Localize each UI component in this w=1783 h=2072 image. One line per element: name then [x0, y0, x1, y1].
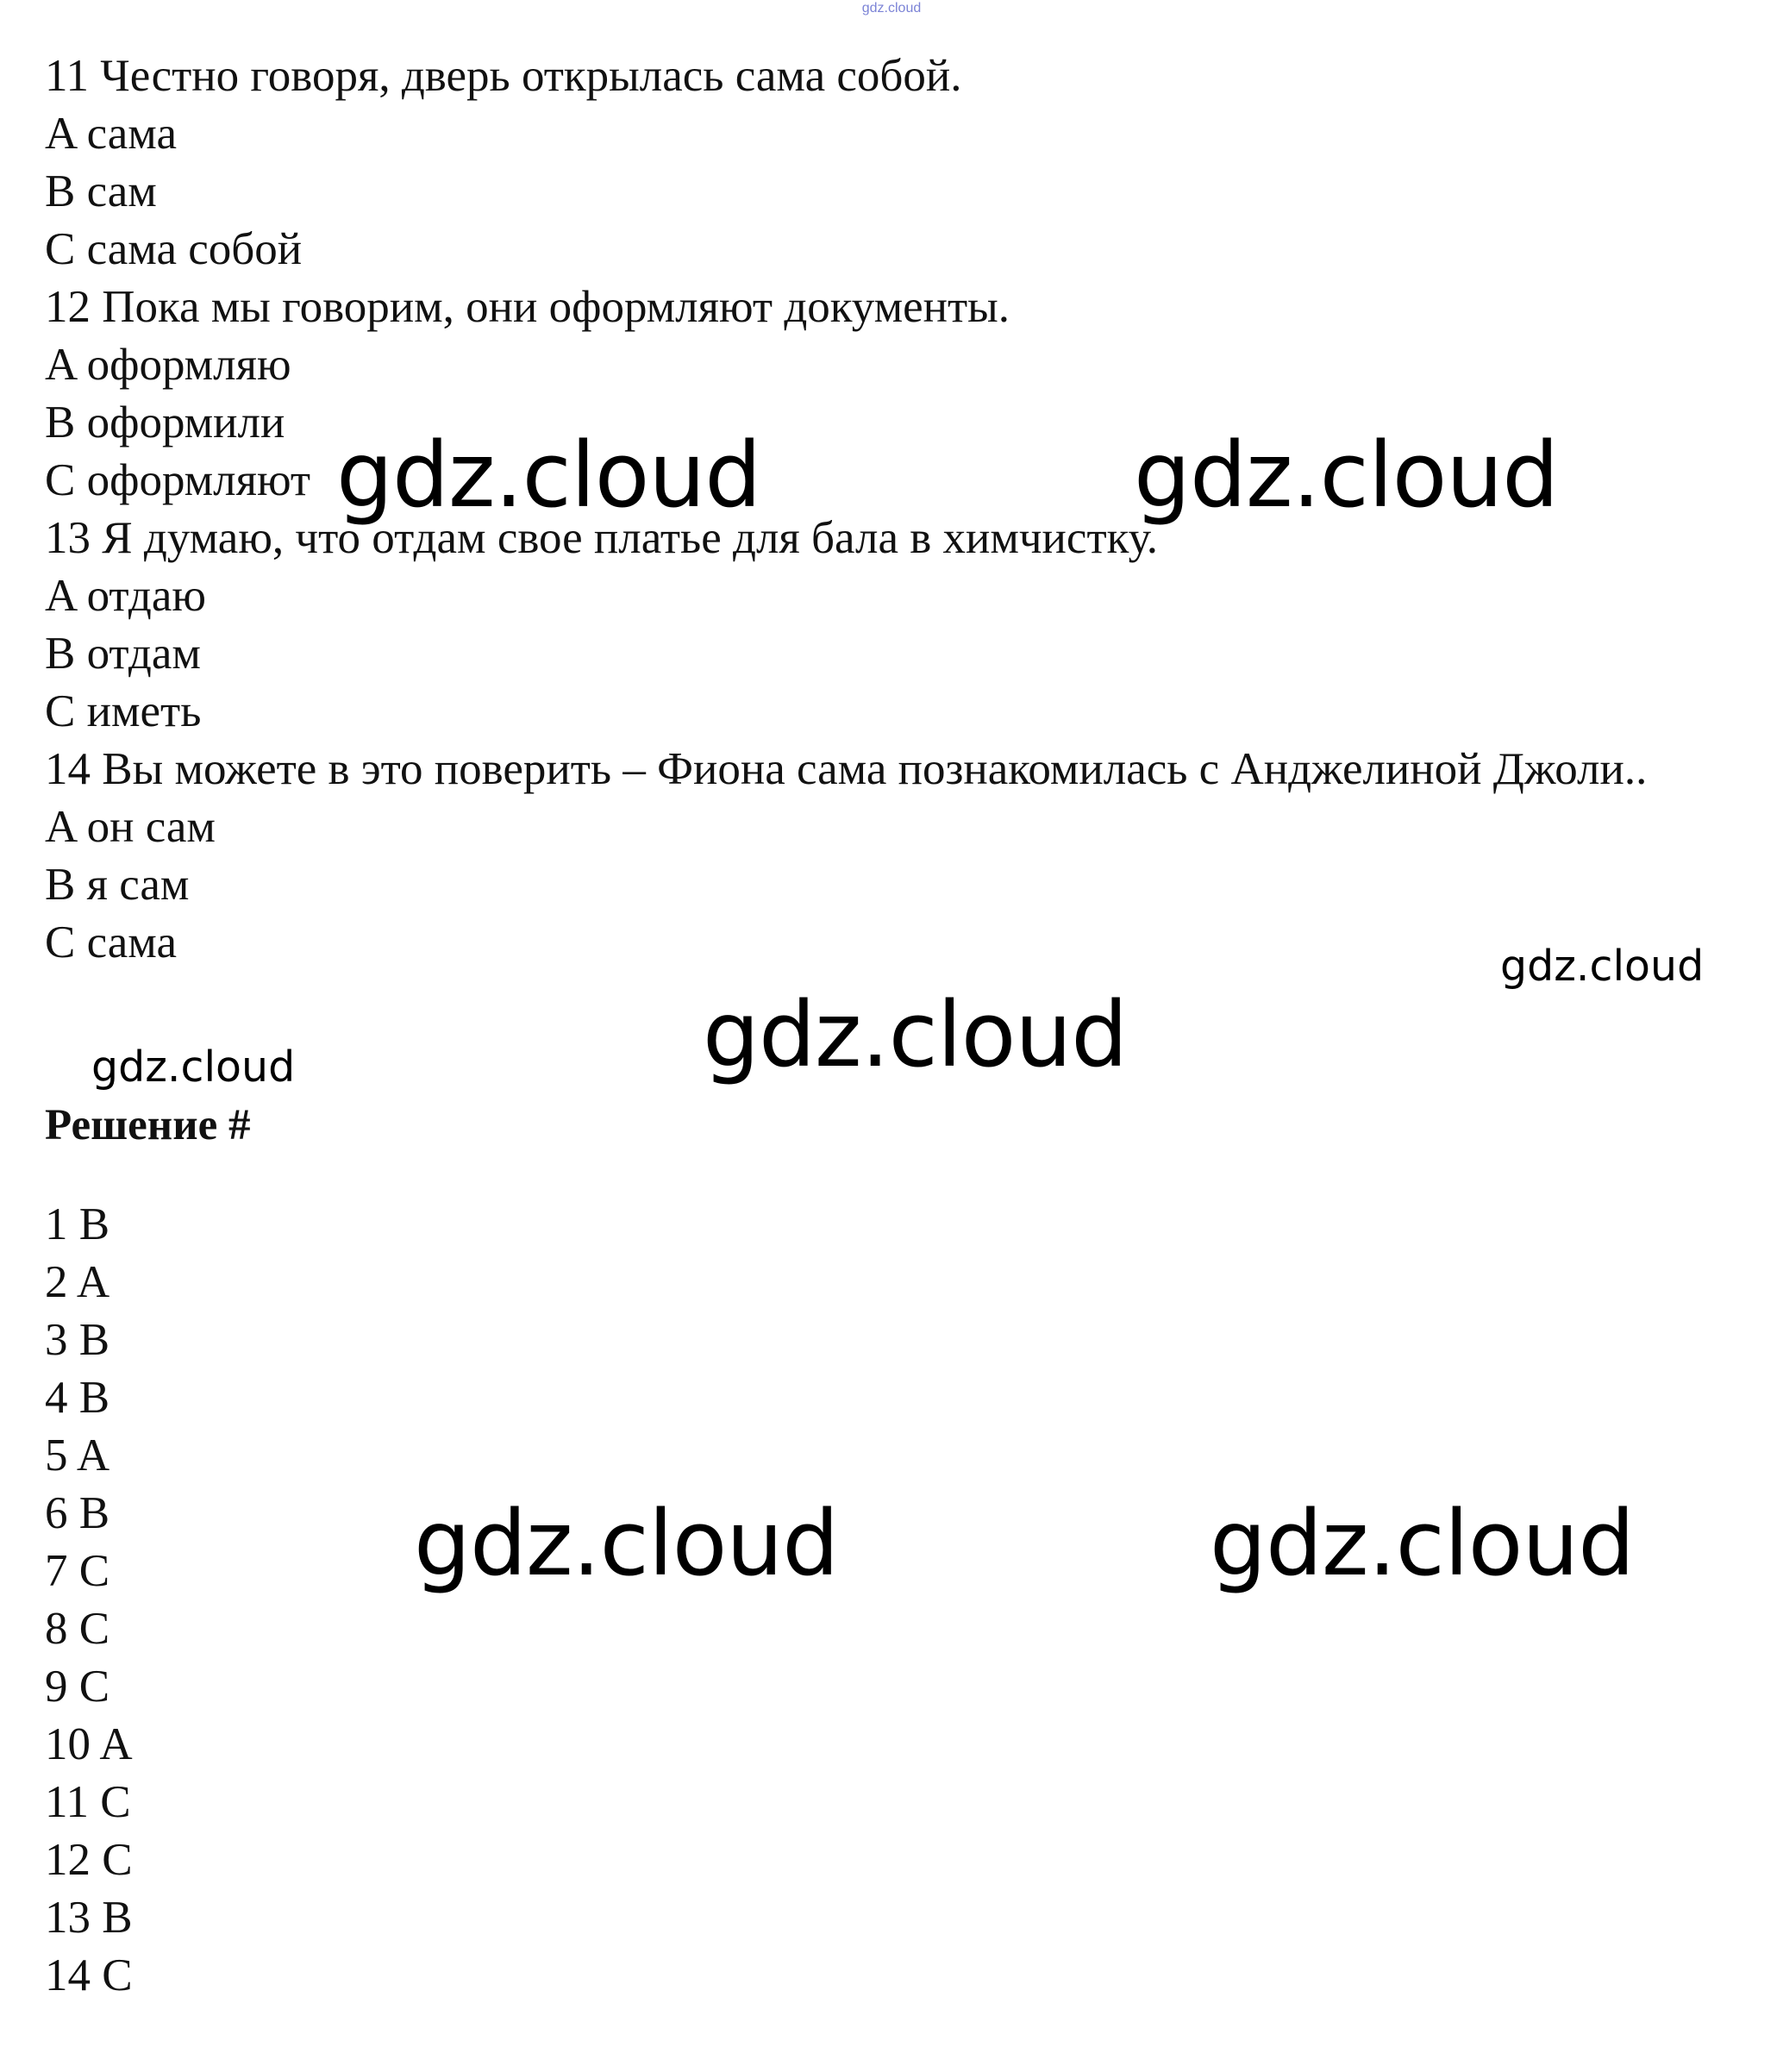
question-11	[45, 47, 1726, 279]
answer-item: 3 B	[45, 1315, 110, 1365]
answer-item: 11 C	[45, 1777, 131, 1827]
question-text: 13 Я думаю, что отдам свое платье для бала в химчистку.	[45, 513, 1159, 563]
answer-item: 6 B	[45, 1488, 110, 1538]
watermark: gdz.cloud	[91, 1042, 296, 1092]
option-c: C сама собой	[45, 224, 303, 274]
question-text: 14 Вы можете в это поверить – Фиона сама познакомилась с Анджелиной Джоли..	[45, 744, 1648, 794]
answer-item: 10 A	[45, 1719, 133, 1769]
question-14	[45, 741, 1726, 972]
answer-item: 9 C	[45, 1662, 110, 1712]
answer-item: 2 A	[45, 1257, 110, 1307]
answer-item: 1 B	[45, 1199, 110, 1249]
answer-item: 13 B	[45, 1893, 133, 1943]
question-13	[45, 510, 1726, 741]
answer-list	[45, 1196, 1726, 2005]
option-b: B сам	[45, 166, 157, 216]
option-a: A оформляю	[45, 340, 291, 390]
option-c: C сама	[45, 917, 177, 967]
answer-item: 8 C	[45, 1604, 110, 1654]
option-b: B я сам	[45, 860, 190, 910]
option-a: A сама	[45, 109, 177, 159]
option-a: A отдаю	[45, 571, 206, 621]
answer-item: 14 C	[45, 1950, 133, 2000]
watermark: gdz.cloud	[1500, 942, 1705, 991]
answer-item: 7 C	[45, 1546, 110, 1596]
question-text: 12 Пока мы говорим, они оформляют документы.	[45, 282, 1010, 332]
answer-item: 4 B	[45, 1373, 110, 1423]
watermark: gdz.cloud	[336, 423, 761, 528]
option-c: C иметь	[45, 686, 202, 736]
option-a: A он сам	[45, 802, 216, 852]
header-watermark: gdz.cloud	[861, 1, 922, 16]
watermark: gdz.cloud	[703, 982, 1128, 1087]
answer-item: 12 C	[45, 1835, 133, 1885]
solution-heading: Решение #	[45, 1101, 251, 1149]
watermark: gdz.cloud	[1134, 423, 1559, 528]
option-b: B отдам	[45, 629, 201, 679]
watermark: gdz.cloud	[414, 1491, 839, 1596]
question-text: 11 Честно говоря, дверь открылась сама собой.	[45, 51, 962, 101]
watermark: gdz.cloud	[1210, 1491, 1635, 1596]
option-b: B оформили	[45, 397, 285, 448]
option-c: C оформляют	[45, 455, 311, 505]
answer-item: 5 A	[45, 1430, 110, 1480]
